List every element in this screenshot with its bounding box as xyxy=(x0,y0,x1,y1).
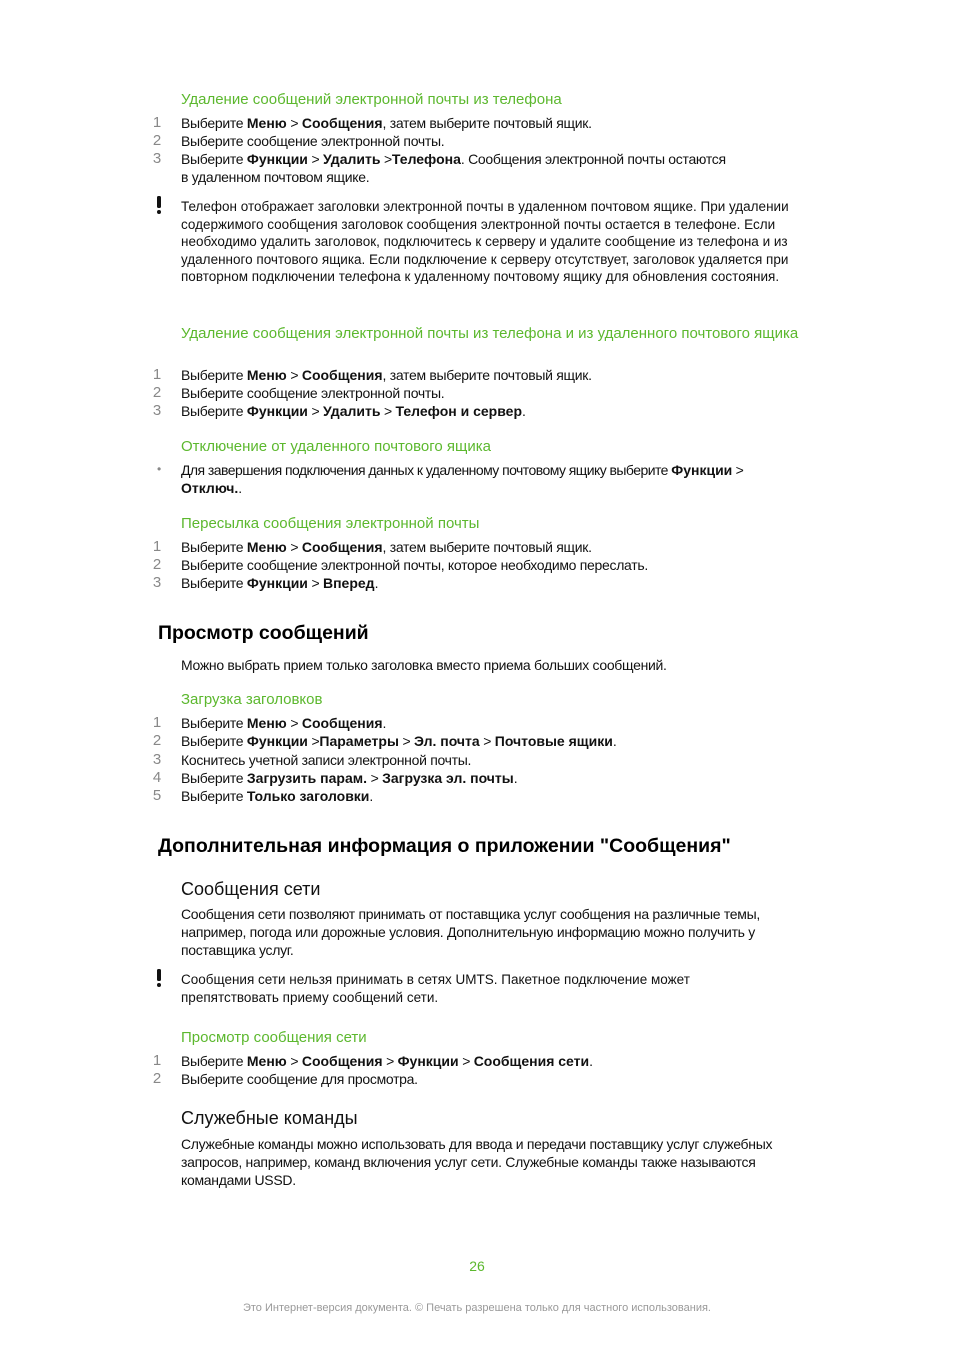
exclamation-icon xyxy=(154,968,164,988)
bullet-line-1: Для завершения подключения данных к удаленному почтовому ящику выберите Функции > xyxy=(181,462,744,478)
note-text: Сообщения сети нельзя принимать в сетях UMTS. Пакетное подключение может препятствовать приему сообщений сети. xyxy=(181,972,690,1005)
subheading-delete-from-phone: Удаление сообщений электронной почты из телефона xyxy=(181,91,562,108)
bullet-line-2: Отключ.. xyxy=(181,480,242,496)
exclamation-icon xyxy=(154,195,164,215)
bullet-marker: • xyxy=(157,462,162,476)
subheading-view-network-message: Просмотр сообщения сети xyxy=(181,1029,367,1046)
subheading-disconnect: Отключение от удаленного почтового ящика xyxy=(181,438,491,455)
subheading-delete-from-phone-and-server: Удаление сообщения электронной почты из телефона и из удаленного почтового ящика xyxy=(181,325,799,342)
subheading-download-headers: Загрузка заголовков xyxy=(181,691,323,708)
page-number: 26 xyxy=(469,1258,485,1274)
section-title-additional-info: Дополнительная информация о приложении "Сообщения" xyxy=(158,835,731,857)
footer-note: Это Интернет-версия документа. © Печать разрешена только для частного использования. xyxy=(242,1302,711,1314)
subtitle-service-commands: Служебные команды xyxy=(181,1108,358,1128)
network-messages-paragraph: Сообщения сети позволяют принимать от поставщика услуг сообщения на различные темы, например, погода или дорожные условия. Дополнительную информацию можно получить у поставщика услуг. xyxy=(181,906,760,958)
subtitle-network-messages: Сообщения сети xyxy=(181,879,321,899)
subheading-forward: Пересылка сообщения электронной почты xyxy=(181,515,480,532)
section-title-view-messages: Просмотр сообщений xyxy=(158,622,369,644)
step-3-continuation: в удаленном почтовом ящике. xyxy=(181,169,370,185)
service-commands-paragraph: Служебные команды можно использовать для ввода и передачи поставщику услуг служебных запросов, например, команд включения услуг сети. Служебные команды также называются командами USSD. xyxy=(181,1136,773,1188)
note-text: Телефон отображает заголовки электронной почты в удаленном почтовом ящике. При удалении содержимого сообщения заголовок сообщения электронной почты остается в телефоне. Если необходимо удалить заголовок, подключитесь к серверу и удалите сообщение из телефона и из удаленного почтового ящика. Если подключение к серверу отсутствует, заголовок удаляется при повторном подключении телефона к удаленному почтовому ящику для обновления состояния. xyxy=(181,199,789,284)
document-page: Удаление сообщений электронной почты из телефона 1 Выберите Меню > Сообщения, затем выберите почтовый ящик. 2 Выберите сообщение электронной почты. 3 Выберите Функции > Удалить >Телефона. Сообщения электронной почты остаются в удаленном почтовом ящике. Телефон отображает заголовки электронной почты в удаленном почтовом ящике. При удалении содержимого сообщения заголовок сообщения электронной почты остается в телефоне. Если необходимо удалить заголовок, подключитесь к серверу и удалите сообщение из телефона и из удаленного почтового ящика. Если подключение к серверу отсутствует, заголовок удаляется при повторном подключении телефона к удаленному почтовому ящику для обновления состояния. Удаление сообщения электронной почты из телефона и из удаленного почтового ящика 1 Выберите Меню > Сообщения, затем выберите почтовый ящик. 2 Выберите сообщение электронной почты. 3 Выберите Функции > Удалить > Телефон и сервер. Отключение от удаленного почтового ящика • Для завершения подключения данных к удаленному почтовому ящику выберите Функции > Отключ.. Пересылка сообщения электронной почты 1 Выберите Меню > Сообщения, затем выберите почтовый ящик. 2 Выберите сообщение электронной почты, которое необходимо переслать. 3 Выберите Функции > Вперед. Просмотр сообщений Можно выбрать прием только заголовка вместо приема больших сообщений. Загрузка заголовков 1 Выберите Меню > Сообщения. 2 Выберите Функции >Параметры > Эл. почта > Почтовые ящики. 3 Коснитесь учетной записи электронной почты. 4 Выберите Загрузить парам. > Загрузка эл. почты. 5 Выберите Только заголовки. Дополнительная информация о приложении "Сообщения" Сообщения сети Сообщения сети позволяют принимать от поставщика услуг сообщения на различные темы, например, погода или дорожные условия. Дополнительную информацию можно получить у поставщика услуг. Сообщения сети нельзя принимать в сетях UMTS. Пакетное подключение может препятствовать приему сообщений сети. Просмотр сообщения сети 1 Выберите Меню > Сообщения > Функции > Сообщения сети. 2 Выберите сообщение для просмотра. Служебные команды Служебные команды можно использовать для ввода и передачи поставщику услуг служебных запросов, например, команд включения услуг сети. Служебные команды также называются командами USSD. 26 Это Интернет-версия документа. © Печать разрешена только для частного использования. xyxy=(0,0,954,1350)
intro-text: Можно выбрать прием только заголовка вместо приема больших сообщений. xyxy=(181,657,667,673)
